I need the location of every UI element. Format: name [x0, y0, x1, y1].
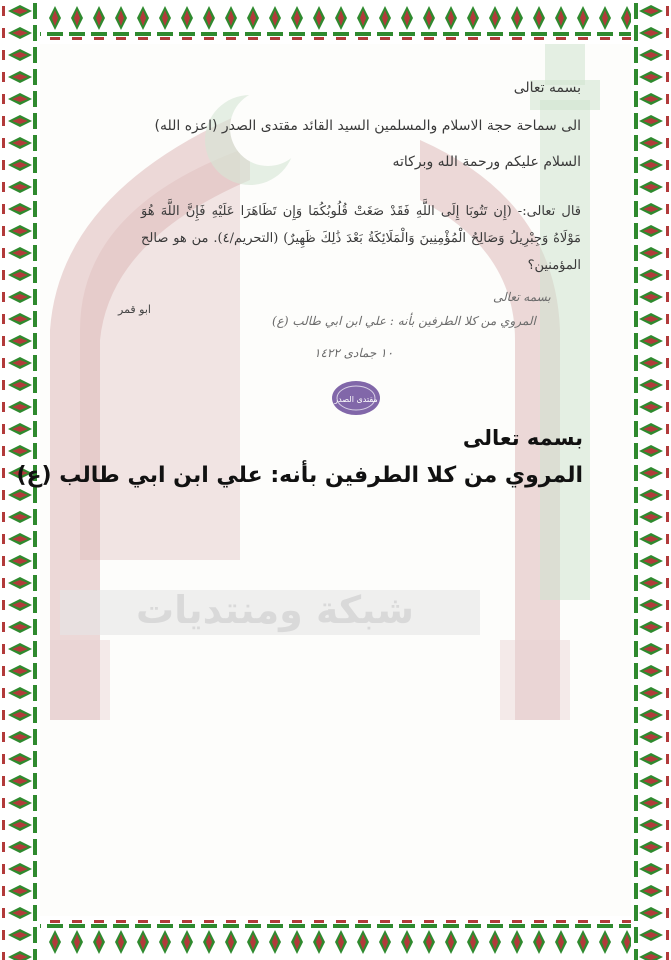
- border-right: [631, 0, 671, 960]
- letter-title: بسمه تعالى: [513, 80, 581, 96]
- handwritten-title: بسمه تعالى: [493, 290, 551, 304]
- letter-recipient: الى سماحة حجة الاسلام والمسلمين السيد القائد مقتدى الصدر (اعزه الله): [154, 118, 581, 134]
- watermark-text: شبكة ومنتديات: [135, 588, 415, 632]
- seal-stamp: [330, 378, 382, 418]
- letter-signature: ابو قمر: [118, 303, 151, 316]
- letter-greeting: السلام عليكم ورحمة الله وبركاته: [392, 154, 581, 170]
- border-bottom: [0, 916, 671, 960]
- transcription-answer: المروي من كلا الطرفين بأنه: علي ابن ابي طالب (ع): [16, 463, 583, 488]
- transcription-title: بسمه تعالى: [462, 426, 583, 450]
- letter-verse: قال تعالى:- (إِن تَتُوبَا إِلَى اللَّهِ فَقَدْ صَغَتْ قُلُوبُكُمَا وَإِن تَظَاهَرَا عَلَيْهِ فَإِنَّ اللَّهَ هُوَ مَوْلَاهُ وَجِبْرِيلُ وَصَالِحُ الْمُؤْمِنِينَ وَالْمَلَائِكَةُ بَعْدَ ذَٰلِكَ ظَهِيرٌ) (التحريم/٤). من هو صالح المؤمنين؟: [141, 204, 582, 273]
- handwritten-date: ١٠ جمادى ١٤٢٢: [314, 346, 394, 360]
- seal-text: مقتدى الصدر: [334, 395, 378, 404]
- border-top: [0, 0, 671, 44]
- handwritten-answer: المروي من كلا الطرفين بأنه : علي ابن ابي طالب (ع): [272, 314, 536, 328]
